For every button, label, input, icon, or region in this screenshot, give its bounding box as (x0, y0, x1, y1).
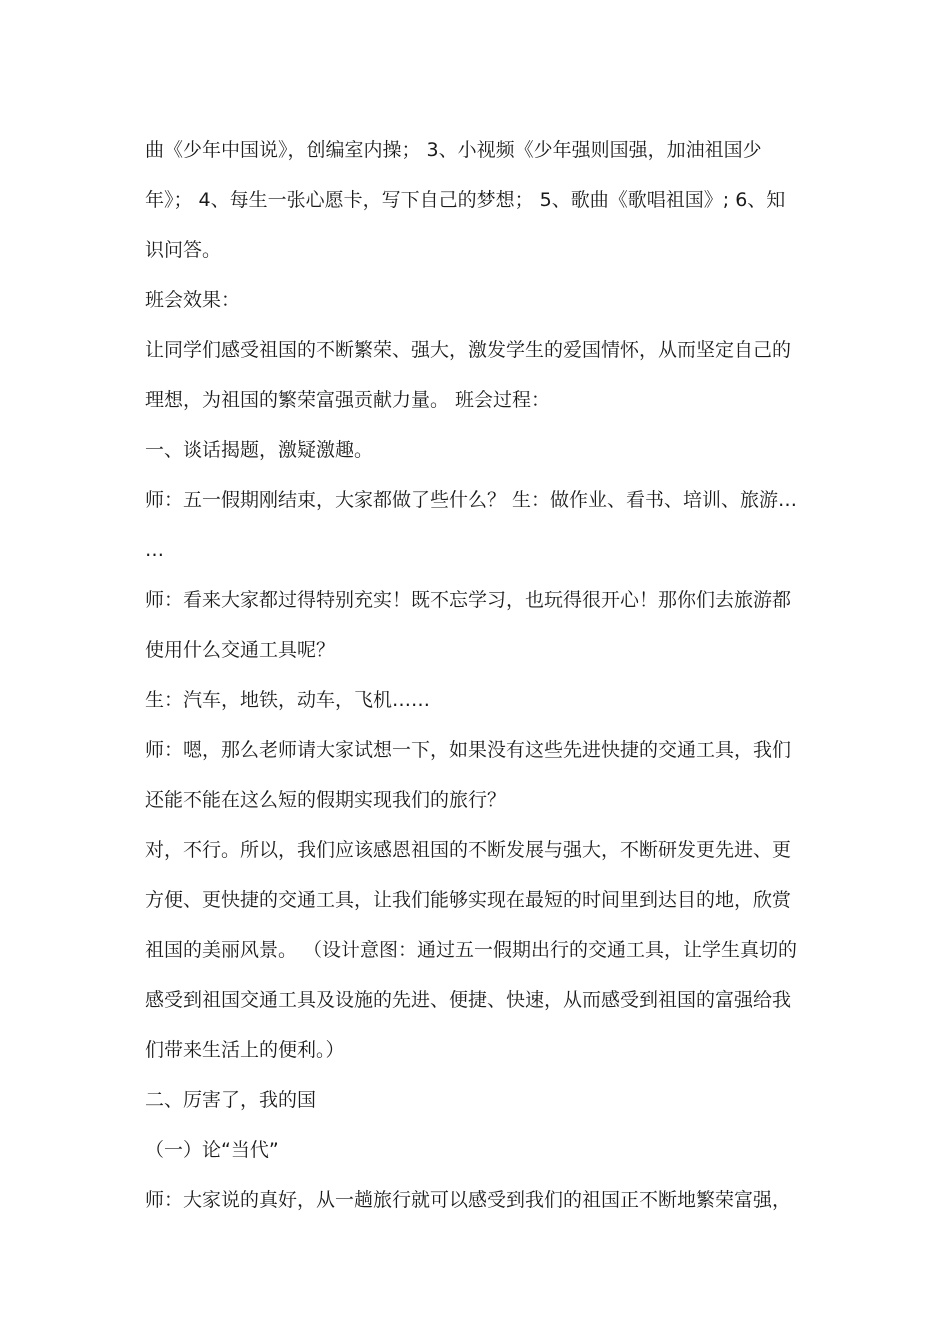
text-line: 师：五一假期刚结束，大家都做了些什么？ 生：做作业、看书、培训、旅游… (145, 489, 798, 511)
text-line: 们带来生活上的便利。） (145, 1039, 345, 1061)
text-line: 师：大家说的真好，从一趟旅行就可以感受到我们的祖国正不断地繁荣富强， (145, 1189, 792, 1211)
text-line: … (145, 539, 164, 561)
text-line: 师：嗯，那么老师请大家试想一下，如果没有这些先进快捷的交通工具，我们 (145, 739, 792, 761)
section-heading: 一、谈话揭题，激疑激趣。 (145, 439, 374, 461)
text-line: 识问答。 (145, 239, 222, 261)
text-line: 对，不行。所以，我们应该感恩祖国的不断发展与强大，不断研发更先进、更 (145, 839, 792, 861)
text-line: 还能不能在这么短的假期实现我们的旅行？ (145, 789, 507, 811)
subsection-heading: （一）论“当代” (145, 1139, 279, 1161)
text-line: 生：汽车，地铁，动车，飞机…… (145, 689, 431, 711)
text-line: 理想，为祖国的繁荣富强贡献力量。 班会过程： (145, 389, 551, 411)
text-line: 让同学们感受祖国的不断繁荣、强大，激发学生的爱国情怀，从而坚定自己的 (145, 339, 792, 361)
text-line: 方便、更快捷的交通工具，让我们能够实现在最短的时间里到达目的地，欣赏 (145, 889, 792, 911)
text-line: 感受到祖国交通工具及设施的先进、便捷、快速，从而感受到祖国的富强给我 (145, 989, 792, 1011)
text-line: 曲《少年中国说》，创编室内操； 3、小视频《少年强则国强，加油祖国少 (145, 139, 762, 161)
text-line: 使用什么交通工具呢？ (145, 639, 336, 661)
section-heading: 班会效果： (145, 289, 241, 311)
text-line: 祖国的美丽风景。 （设计意图：通过五一假期出行的交通工具，让学生真切的 (145, 939, 798, 961)
text-line: 年》； 4、每生一张心愿卡，写下自己的梦想； 5、歌曲《歌唱祖国》; 6、知 (145, 189, 786, 211)
text-line: 师：看来大家都过得特别充实！既不忘学习，也玩得很开心！那你们去旅游都 (145, 589, 792, 611)
section-heading: 二、厉害了，我的国 (145, 1089, 317, 1111)
